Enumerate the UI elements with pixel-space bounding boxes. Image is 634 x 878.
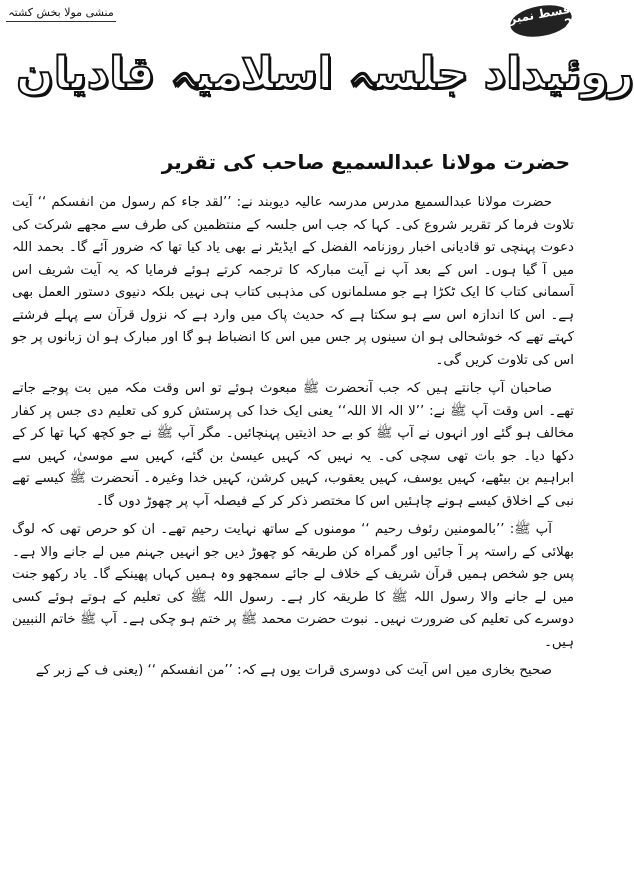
article-title: روئیداد جلسہ اسلامیہ قادیان [16,47,634,99]
paragraph: صاحبان آپ جانتے ہیں کہ جب آنحضرت ﷺ مبعوث ہوئے تو اس وقت مکہ میں بت پوجے جاتے تھے۔ اس وقت آپ ﷺ نے: ’’لا الہ الا اللہ‘‘ یعنی ایک خدا کی پرستش کرو کی تعلیم دی جس پر کفار مخالف ہو گئے اور انہوں نے آپ ﷺ کو بے حد اذیتیں پہنچائیں۔ مگر آپ ﷺ نے جو کچھ کہا تھا کر کے دکھا دیا۔ جو بات تھی سچی کی۔ یہ نہیں کہ کہیں عیسیٰ بن گئے، کہیں سے موسیٰ، کہیں سے ابراہیم بن بیٹھے، کہیں یوسف، کہیں یعقوب، کہیں کرشن، کہیں خدا وغیرہ۔ آنحضرت ﷺ کیسے تھے نبی کے اخلاق کیسے ہونے چاہئیں اس کا مختصر ذکر کر کے فیصلہ آپ پر چھوڑ دوں گا۔ [12,381,574,509]
paragraph: صحیح بخاری میں اس آیت کی دوسری قرات یوں ہے کہ: ’’من انفسکم ‘‘ (یعنی ف کے زبر کے [35,663,552,678]
article-body [12,192,574,689]
episode-badge: قسط نمبر 2 [508,1,574,41]
section-heading: حضرت مولانا عبدالسمیع صاحب کی تقریر [161,150,570,174]
paragraph: حضرت مولانا عبدالسمیع مدرس مدرسہ عالیہ دیوبند نے: ’’لقد جاء کم رسول من انفسکم ‘‘ آیت تلاوت فرما کر تقریر شروع کی۔ کہا کہ جب اس جلسہ کے منتظمین کی طرف سے مجھے شرکت کی دعوت پہنچی تو قادیانی اخبار روزنامہ الفضل کے ایڈیٹر نے بھی یاد کیا تھا کہ ضرور آئے گا۔ بحمد اللہ میں آ گیا ہوں۔ اس کے بعد آپ نے آیت مبارکہ کا ترجمہ کرتے ہوئے فرمایا کہ یہ آیت شریف اس آسمانی کتاب کا ایک ٹکڑا ہے جو مسلمانوں کی مذہبی کتاب ہی نہیں بلکہ دنیوی دستور العمل بھی ہے۔ اس کا اندازہ اس سے ہو سکتا ہے کہ حدیث پاک میں وارد ہے کہ نزول قرآن سے پہلے فرشتے کہتے تھے کہ خوشحالی ہو ان سینوں پر جس میں اس کا انضباط ہو گا اور مبارک ہو ان زبانوں پر جو اس کی تلاوت کریں گی۔ [12,195,574,368]
author-name: منشی مولا بخش کشتہ [6,6,116,22]
paragraph: آپ ﷺ: ’’بالمومنین رئوف رحیم ‘‘ مومنوں کے ساتھ نہایت رحیم تھے۔ ان کو حرص تھی کہ لوگ بھلائی کے راستہ پر آ جائیں اور گمراہ کن طریقہ کو چھوڑ دیں جو انہیں جہنم میں لے جانے والا ہے۔ پس جو شخص ہمیں قرآن شریف کے خلاف لے جائے سمجھو وہ ہمیں کہاں پھینکے گا۔ یاد رکھو جنت میں لے جانے والا رسول اللہ ﷺ کا طریقہ کار ہے۔ رسول اللہ ﷺ کی تعلیم کے ہوتے ہوئے کسی دوسرے کی تعلیم کی ضرورت نہیں۔ نبوت حضرت محمد ﷺ پر ختم ہو چکی ہے۔ آپ ﷺ خاتم النبیین ہیں۔ [12,522,574,650]
